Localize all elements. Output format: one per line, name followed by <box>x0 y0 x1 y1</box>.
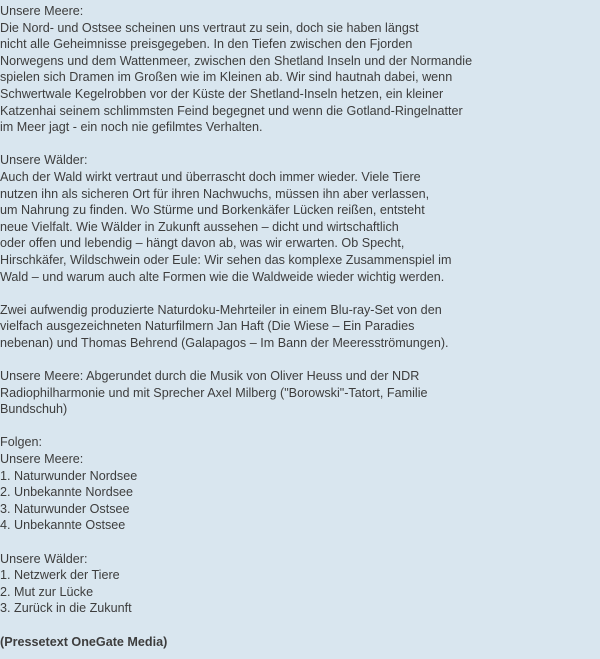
paragraph-line: Zwei aufwendig produzierte Naturdoku-Mehrteiler in einem Blu-ray-Set von den <box>0 302 442 317</box>
paragraph-line: Die Nord- und Ostsee scheinen uns vertraut zu sein, doch sie haben längst <box>0 20 419 35</box>
paragraph-line: spielen sich Dramen im Großen wie im Kleinen ab. Wir sind hautnah dabei, wenn <box>0 70 453 85</box>
episodes-heading: Folgen: <box>0 435 43 450</box>
episode-item: 4. Unbekannte Ostsee <box>0 518 126 533</box>
paragraph-line: nicht alle Geheimnisse preisgegeben. In den Tiefen zwischen den Fjorden <box>0 37 413 52</box>
paragraph-line: vielfach ausgezeichneten Naturfilmern Jan Haft (Die Wiese – Ein Paradies <box>0 319 415 334</box>
section-unsere-meere <box>0 3 600 136</box>
paragraph-line: neue Vielfalt. Wie Wälder in Zukunft aussehen – dicht und wirtschaftlich <box>0 219 399 234</box>
paragraph-line: Hirschkäfer, Wildschwein oder Eule: Wir sehen das komplexe Zusammenspiel im <box>0 252 452 267</box>
paragraph-line: Katzenhai seinem schlimmsten Feind begegnet und wenn die Gotland-Ringelnatter <box>0 103 463 118</box>
episode-item: 3. Zurück in die Zukunft <box>0 601 132 616</box>
section-episodes-meere <box>0 434 600 534</box>
section-music-credits <box>0 368 600 418</box>
paragraph-line: Schwertwale Kegelrobben vor der Küste der Shetland-Inseln hetzen, ein kleiner <box>0 86 444 101</box>
paragraph-line: Wald – und warum auch alte Formen wie die Waldweide wieder wichtig werden. <box>0 269 445 284</box>
section-episodes-waelder <box>0 551 600 617</box>
paragraph-line: nutzen ihn als sicheren Ort für ihren Nachwuchs, müssen ihn aber verlassen, <box>0 186 430 201</box>
episode-group-heading: Unsere Wälder: <box>0 551 88 566</box>
press-credit: (Pressetext OneGate Media) <box>0 634 168 649</box>
paragraph-line: Radiophilharmonie und mit Sprecher Axel Milberg ("Borowski"-Tatort, Familie <box>0 385 428 400</box>
paragraph-line: Auch der Wald wirkt vertraut und überrascht doch immer wieder. Viele Tiere <box>0 169 421 184</box>
episode-group-heading: Unsere Meere: <box>0 452 84 467</box>
paragraph-line: Unsere Meere: Abgerundet durch die Musik von Oliver Heuss und der NDR <box>0 369 420 384</box>
paragraph-line: Bundschuh) <box>0 402 68 417</box>
section-heading: Unsere Meere: <box>0 4 84 18</box>
episode-item: 2. Unbekannte Nordsee <box>0 485 134 500</box>
episode-item: 2. Mut zur Lücke <box>0 584 94 599</box>
paragraph-line: im Meer jagt - ein noch nie gefilmtes Verhalten. <box>0 120 263 135</box>
episode-item: 1. Netzwerk der Tiere <box>0 568 120 583</box>
paragraph-line: Norwegens und dem Wattenmeer, zwischen den Shetland Inseln und der Normandie <box>0 53 473 68</box>
section-unsere-waelder <box>0 152 600 285</box>
paragraph-line: nebenan) und Thomas Behrend (Galapagos – Im Bann der Meeresströmungen). <box>0 335 449 350</box>
episode-item: 3. Naturwunder Ostsee <box>0 501 130 516</box>
episode-item: 1. Naturwunder Nordsee <box>0 468 138 483</box>
paragraph-line: um Nahrung zu finden. Wo Stürme und Borkenkäfer Lücken reißen, entsteht <box>0 203 425 218</box>
paragraph-line: oder offen und lebendig – hängt davon ab, was wir erwarten. Ob Specht, <box>0 236 405 251</box>
section-heading: Unsere Wälder: <box>0 153 88 168</box>
section-intro <box>0 302 600 352</box>
